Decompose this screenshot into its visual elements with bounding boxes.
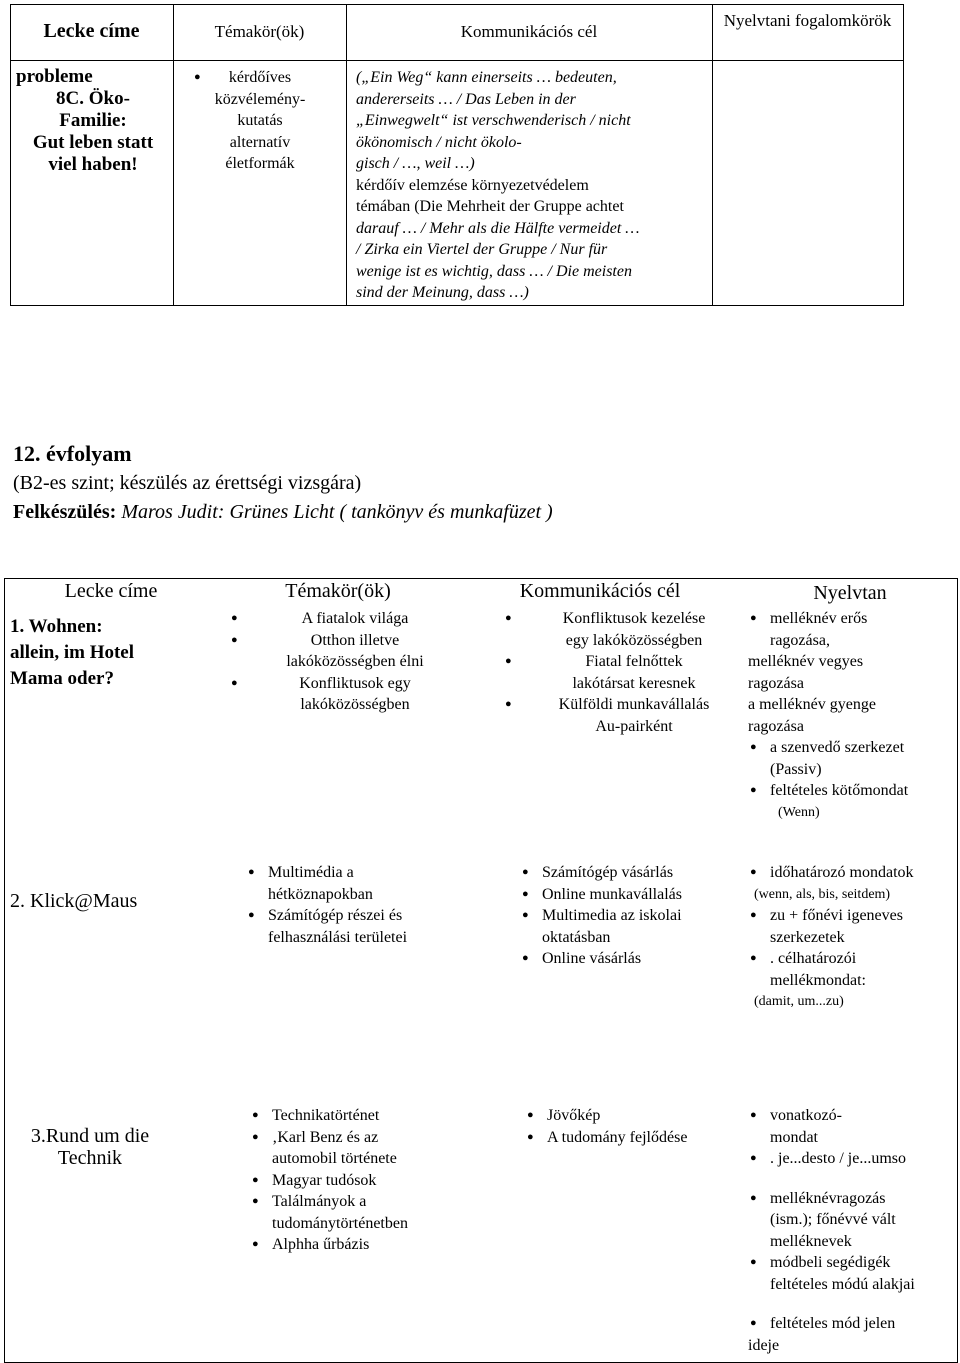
item-line: ● melléknév erős [770, 610, 868, 627]
bullet-icon: ● [194, 71, 201, 83]
topic-item [229, 630, 459, 673]
topic-item [246, 862, 476, 905]
topic-item [229, 673, 459, 716]
lesson-line: allein, im Hotel [10, 642, 135, 663]
comm-item [503, 651, 743, 694]
item-line: feltételes módú alakjai [770, 1275, 915, 1293]
prep-book: Maros Judit: Grünes Licht ( tankönyv és munkafüzet ) [121, 501, 553, 523]
item-line: ● módbeli segédigék [770, 1254, 891, 1271]
grammar-item [748, 905, 956, 948]
row1-grammar-list [748, 608, 956, 823]
item-line: ● Találmányok a [272, 1193, 367, 1210]
item-line: ● feltételes mód jelen [770, 1315, 896, 1332]
header-topics: Témakör(ök) [214, 22, 305, 41]
lesson-line: 1. Wohnen: [10, 616, 103, 637]
item-line: a melléknév gyenge [748, 696, 876, 713]
item-line: ragozása, [770, 631, 830, 649]
lesson-line: 2. Klick@Maus [10, 890, 138, 912]
topic-line: kérdőíves [228, 69, 292, 86]
comm-line: ökönomisch / nicht ökolo- [356, 133, 522, 151]
item-line: ● Technikatörténet [272, 1107, 380, 1124]
row2-topics-list [246, 862, 476, 948]
header-grammar-concepts: Nyelvtani fogalomkörök [723, 11, 892, 30]
item-line: ● időhatározó mondatok [770, 864, 914, 881]
row2-grammar-list [748, 862, 956, 1013]
comm-line: andererseits … / Das Leben in der [356, 90, 576, 108]
row2-lesson-title [10, 890, 137, 913]
comm-item [503, 608, 743, 651]
topic-line: közvélemény- [214, 90, 306, 108]
item-line: ● Konfliktusok egy [299, 674, 411, 692]
item-line: ● Alphha űrbázis [272, 1236, 370, 1253]
item-line: ● Számítógép részei és [268, 907, 403, 924]
item-line: felhasználási területei [268, 928, 408, 946]
grammar-item [748, 608, 956, 737]
lesson-line: Technik [57, 1147, 123, 1169]
comm-line: gisch / …, weil …) [356, 155, 475, 172]
item-line: ● Multimedia az iskolai [542, 907, 682, 924]
item-line: ● A tudomány fejlődése [547, 1128, 688, 1146]
item-line: ● vonatkozó- [770, 1107, 842, 1124]
grade-heading: 12. évfolyam [13, 441, 132, 466]
item-line: (Wenn) [778, 804, 820, 820]
item-line: (damit, um...zu) [754, 994, 844, 1009]
comm-item [520, 884, 750, 906]
comm-line: („Ein Weg“ kann einerseits … bedeuten, [356, 69, 617, 86]
row2-communication-list [520, 862, 750, 970]
topic-item [246, 905, 476, 948]
item-line: lakóközösségben [300, 696, 410, 713]
grammar-item [748, 1188, 956, 1253]
grammar-item [748, 1313, 956, 1356]
item-line: lakótársat keresnek [572, 674, 696, 692]
item-line: (ism.); főnévvé vált [770, 1211, 896, 1228]
item-line: ● melléknévragozás [770, 1189, 886, 1207]
row3-communication-list [525, 1105, 755, 1148]
bottom-header-communication-goal: Kommunikációs cél [519, 580, 681, 602]
grammar-item [748, 1105, 956, 1148]
item-line: ● . je...desto / je...umso [770, 1150, 906, 1167]
item-line: egy lakóközösségben [565, 631, 703, 649]
item-line: ideje [748, 1336, 780, 1354]
item-line: ● Jövőkép [547, 1107, 601, 1124]
item-line: melléknév vegyes [748, 653, 864, 670]
row1-lesson-title [10, 614, 134, 692]
lesson-line: 8C. Öko- [56, 88, 130, 109]
item-line: mellékmondat: [770, 971, 866, 989]
lesson-line: Gut leben statt [32, 132, 154, 153]
comm-item [520, 905, 750, 948]
comm-line: kérdőív elemzése környezetvédelem [356, 176, 589, 194]
item-line: ● Konfliktusok kezelése [562, 610, 706, 627]
comm-item [520, 862, 750, 884]
comm-line: „Einwegwelt“ ist verschwenderisch / nicht [356, 112, 631, 129]
topic-line: alternatív [229, 133, 291, 151]
comm-line: darauf … / Mehr als die Hälfte vermeidet … [356, 219, 640, 237]
item-line: oktatásban [542, 928, 611, 946]
header-lesson-title: Lecke címe [43, 20, 140, 42]
lesson-line: viel haben! [48, 154, 138, 175]
topic-item [229, 608, 459, 630]
prep-label: Felkészülés: [13, 501, 117, 523]
item-line: automobil története [272, 1150, 397, 1167]
top-topics-cell [178, 67, 342, 175]
comm-item [503, 694, 743, 737]
bottom-header-topics: Témakör(ök) [285, 580, 391, 602]
item-line: ● a szenvedő szerkezet [770, 739, 905, 756]
level-note: (B2-es szint; készülés az érettségi vizsgára) [13, 472, 362, 494]
item-line: ragozása [748, 674, 804, 692]
lesson-line: 3.Rund um die [30, 1125, 150, 1147]
item-line: Au-pairként [595, 717, 673, 735]
topic-item [250, 1105, 480, 1127]
item-line: lakóközösségben élni [286, 653, 424, 670]
item-line: tudománytörténetben [272, 1214, 408, 1232]
prep-line [13, 501, 553, 524]
topic-item [250, 1127, 480, 1170]
item-line: ● Fiatal felnőttek [585, 653, 683, 670]
item-line: (wenn, als, bis, seitdem) [754, 886, 891, 902]
item-line: hétköznapokban [268, 885, 373, 903]
comm-line: sind der Meinung, dass …) [356, 284, 529, 301]
grammar-item [748, 737, 956, 780]
row1-communication-list [503, 608, 743, 737]
item-line: ● . célhatározói [770, 950, 857, 967]
item-line: ● Online munkavállalás [542, 885, 682, 903]
item-line: (Passiv) [770, 760, 822, 778]
lesson-line: Mama oder? [10, 668, 114, 689]
item-line: ● Magyar tudósok [272, 1171, 377, 1189]
item-line: ● zu + főnévi igeneves [770, 907, 903, 924]
bottom-header-grammar: Nyelvtan [813, 582, 887, 604]
top-communication-cell [356, 67, 708, 304]
item-line: ● Multimédia a [268, 864, 354, 881]
item-line: melléknevek [770, 1232, 852, 1250]
grammar-item [748, 1252, 956, 1295]
item-line: mondat [770, 1128, 818, 1146]
lesson-line: Familie: [59, 110, 127, 131]
row3-grammar-list [748, 1105, 956, 1356]
row1-topics-list [229, 608, 459, 716]
topic-item [250, 1191, 480, 1234]
comm-line: wenige ist es wichtig, dass … / Die meisten [356, 262, 632, 280]
bottom-header-lesson-title: Lecke címe [64, 580, 158, 602]
grammar-item [748, 780, 956, 823]
grammar-item [748, 948, 956, 1013]
item-line: ● ‚Karl Benz és az [272, 1128, 379, 1146]
comm-item [525, 1127, 755, 1149]
top-lesson-cell [16, 66, 170, 176]
item-line: ● Otthon illetve [310, 631, 400, 649]
item-line: ● A fiatalok világa [301, 610, 409, 627]
grammar-item [748, 862, 956, 905]
comm-line: témában (Die Mehrheit der Gruppe achtet [356, 198, 624, 215]
grammar-item [748, 1148, 956, 1170]
topic-item [250, 1170, 480, 1192]
item-line: szerkezetek [770, 928, 845, 946]
comm-item [525, 1105, 755, 1127]
lesson-line: probleme [16, 66, 93, 87]
comm-line: / Zirka ein Viertel der Gruppe / Nur für [356, 241, 608, 258]
comm-item [520, 948, 750, 970]
topic-line: kutatás [237, 112, 283, 129]
header-communication-goal: Kommunikációs cél [460, 22, 598, 41]
item-line: ragozása [748, 717, 804, 735]
item-line: ● Külföldi munkavállalás [558, 696, 710, 713]
item-line: ● Számítógép vásárlás [542, 864, 674, 881]
row3-lesson-title [10, 1125, 170, 1169]
topic-item [250, 1234, 480, 1256]
row3-topics-list [250, 1105, 480, 1256]
topic-line: életformák [225, 155, 295, 172]
item-line: ● Online vásárlás [542, 950, 642, 967]
item-line: ● feltételes kötőmondat [770, 782, 909, 799]
